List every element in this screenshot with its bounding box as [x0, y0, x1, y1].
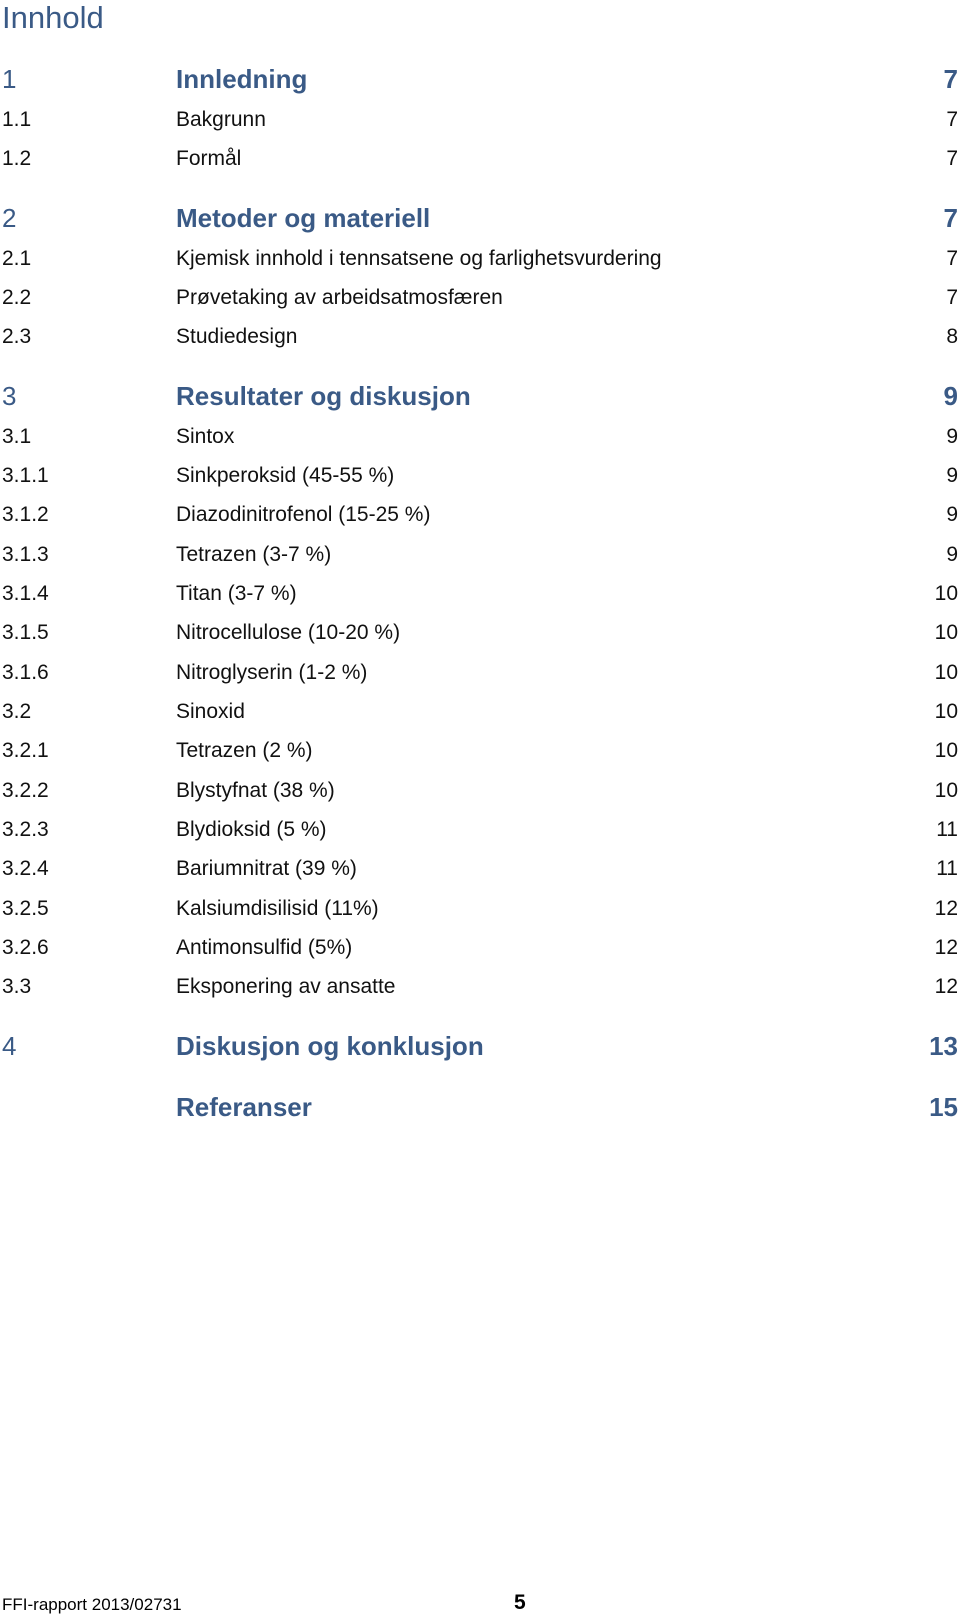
toc-entry-page: 12: [934, 897, 958, 920]
toc-section-row[interactable]: [0, 971, 960, 1003]
toc-entry-number: 3.2: [2, 700, 32, 723]
toc-entry-number: 1.1: [2, 108, 32, 131]
toc-section-row[interactable]: [0, 460, 960, 492]
toc-section-row[interactable]: [0, 321, 960, 353]
toc-entry-page: 9: [946, 503, 958, 526]
toc-entry-page: 11: [936, 818, 958, 841]
toc-entry-number: 3.2.4: [2, 857, 49, 880]
toc-entry-number: 3: [2, 381, 17, 411]
toc-entry-title: Innledning: [176, 64, 308, 94]
toc-section-row[interactable]: [0, 735, 960, 767]
toc-entry-title: Sinkperoksid (45-55 %): [176, 464, 395, 487]
toc-entry-number: 3.2.1: [2, 739, 49, 762]
toc-entry-number: 2.3: [2, 325, 32, 348]
toc-entry-page: 11: [936, 857, 958, 880]
toc-chapter-row[interactable]: [0, 203, 960, 235]
toc-section-row[interactable]: [0, 617, 960, 649]
toc-entry-page: 9: [946, 543, 958, 566]
toc-entry-title: Studiedesign: [176, 325, 298, 348]
toc-chapter-row[interactable]: [0, 1092, 960, 1124]
toc-section-row[interactable]: [0, 104, 960, 136]
toc-section-row[interactable]: [0, 143, 960, 175]
toc-entry-page: 10: [934, 621, 958, 644]
toc-entry-title: Sintox: [176, 425, 235, 448]
toc-entry-page: 9: [943, 381, 958, 411]
toc-chapter-row[interactable]: [0, 64, 960, 96]
toc-chapter-row[interactable]: [0, 381, 960, 413]
toc-entry-title: Titan (3-7 %): [176, 582, 297, 605]
toc-entry-title: Resultater og diskusjon: [176, 381, 471, 411]
toc-entry-title: Metoder og materiell: [176, 203, 431, 233]
toc-entry-title: Diazodinitrofenol (15-25 %): [176, 503, 431, 526]
toc-entry-number: 3.1.6: [2, 661, 49, 684]
toc-entry-page: 7: [946, 108, 958, 131]
toc-section-row[interactable]: [0, 696, 960, 728]
footer-report-id: FFI-rapport 2013/02731: [2, 1595, 182, 1614]
toc-entry-title: Nitroglyserin (1-2 %): [176, 661, 368, 684]
toc-entry-page: 15: [929, 1092, 958, 1122]
toc-section-row[interactable]: [0, 282, 960, 314]
toc-entry-number: 1.2: [2, 147, 32, 170]
toc-entry-title: Eksponering av ansatte: [176, 975, 396, 998]
toc-entry-title: Tetrazen (2 %): [176, 739, 313, 762]
toc-entry-number: 4: [2, 1031, 17, 1061]
toc-entry-page: 10: [934, 779, 958, 802]
toc-entry-number: 2.2: [2, 286, 32, 309]
toc-entry-number: 3.1.1: [2, 464, 49, 487]
toc-entry-page: 10: [934, 739, 958, 762]
toc-entry-page: 12: [934, 936, 958, 959]
toc-entry-number: 3.1: [2, 425, 32, 448]
toc-entry-title: Antimonsulfid (5%): [176, 936, 353, 959]
toc-chapter-row[interactable]: [0, 1031, 960, 1063]
toc-section-row[interactable]: [0, 814, 960, 846]
toc-entry-number: 3.1.4: [2, 582, 49, 605]
toc-section-row[interactable]: [0, 499, 960, 531]
toc-entry-title: Diskusjon og konklusjon: [176, 1031, 484, 1061]
page-title: Innhold: [2, 0, 104, 35]
toc-entry-page: 7: [943, 64, 958, 94]
toc-entry-title: Blydioksid (5 %): [176, 818, 327, 841]
toc-entry-page: 7: [946, 286, 958, 309]
toc-section-row[interactable]: [0, 853, 960, 885]
toc-entry-page: 7: [946, 147, 958, 170]
toc-entry-page: 12: [934, 975, 958, 998]
toc-section-row[interactable]: [0, 421, 960, 453]
toc-entry-number: 3.2.3: [2, 818, 49, 841]
toc-entry-number: 2.1: [2, 247, 32, 270]
toc-entry-number: 3.1.5: [2, 621, 49, 644]
toc-entry-title: Sinoxid: [176, 700, 245, 723]
toc-entry-title: Prøvetaking av arbeidsatmosfæren: [176, 286, 503, 309]
toc-entry-number: 3.2.5: [2, 897, 49, 920]
toc-section-row[interactable]: [0, 243, 960, 275]
toc-entry-title: Bakgrunn: [176, 108, 266, 131]
toc-entry-page: 13: [929, 1031, 958, 1061]
toc-entry-page: 9: [946, 425, 958, 448]
toc-entry-title: Nitrocellulose (10-20 %): [176, 621, 401, 644]
toc-entry-number: 1: [2, 64, 17, 94]
toc-entry-title: Formål: [176, 147, 242, 170]
toc-section-row[interactable]: [0, 893, 960, 925]
toc-section-row[interactable]: [0, 932, 960, 964]
toc-section-row[interactable]: [0, 578, 960, 610]
toc-entry-number: 3.2.6: [2, 936, 49, 959]
toc-entry-title: Referanser: [176, 1092, 312, 1122]
toc-section-row[interactable]: [0, 657, 960, 689]
toc-entry-page: 10: [934, 661, 958, 684]
toc-entry-number: 3.3: [2, 975, 32, 998]
toc-entry-page: 10: [934, 700, 958, 723]
toc-entry-number: 3.2.2: [2, 779, 49, 802]
toc-entry-page: 7: [943, 203, 958, 233]
toc-entry-number: 3.1.2: [2, 503, 49, 526]
toc-entry-title: Blystyfnat (38 %): [176, 779, 335, 802]
toc-entry-title: Kjemisk innhold i tennsatsene og farlighetsvurdering: [176, 247, 662, 270]
page-footer: [2, 1593, 958, 1615]
toc-entry-number: 3.1.3: [2, 543, 49, 566]
footer-page-number: 5: [514, 1591, 526, 1614]
toc-entry-page: 8: [946, 325, 958, 348]
toc-entry-page: 10: [934, 582, 958, 605]
toc-entry-page: 9: [946, 464, 958, 487]
toc-entry-number: 2: [2, 203, 17, 233]
toc-entry-title: Tetrazen (3-7 %): [176, 543, 332, 566]
toc-section-row[interactable]: [0, 539, 960, 571]
toc-entry-title: Kalsiumdisilisid (11%): [176, 897, 379, 920]
toc-entry-page: 7: [946, 247, 958, 270]
toc-entry-title: Bariumnitrat (39 %): [176, 857, 357, 880]
toc-section-row[interactable]: [0, 775, 960, 807]
